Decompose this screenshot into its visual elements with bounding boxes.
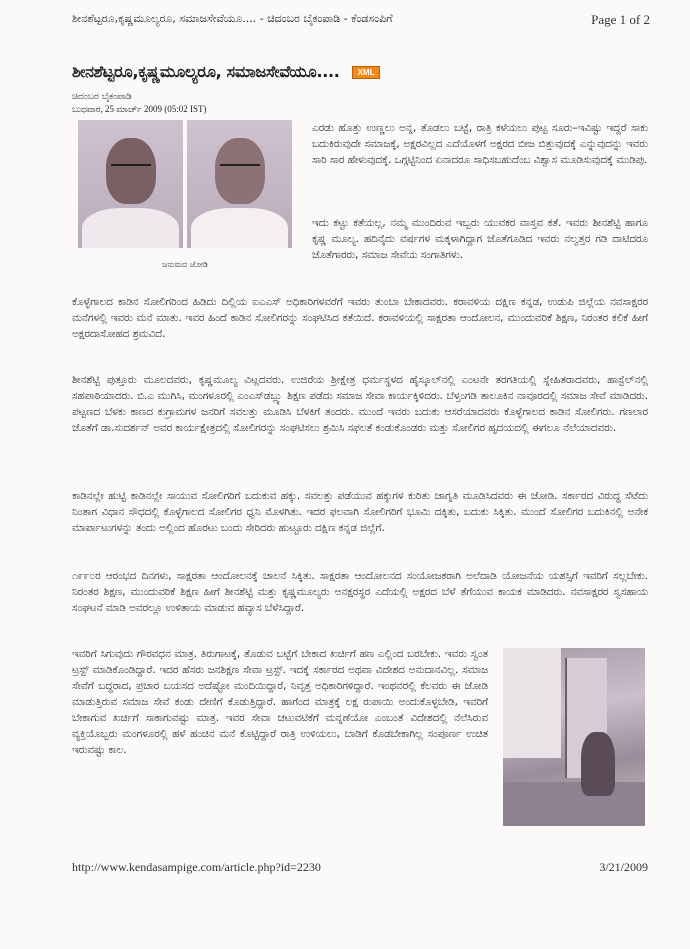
print-header-title: ಶೀನಶೆಟ್ಟರೂ,ಕೃಷ್ಣಮೂಲ್ಯರೂ, ಸಮಾಜಸೇವೆಯೂ.... - ಚಿದಂಬರ ಬೈಕಂಪಾಡಿ - ಕೆಂಡಸಂಪಿಗೆ xyxy=(72,12,393,25)
author-name: ಚಿದಂಬರ ಬೈಕಂಪಾಡಿ xyxy=(72,92,132,102)
portrait-right xyxy=(187,120,292,248)
print-footer xyxy=(72,860,648,875)
portrait-left xyxy=(78,120,183,248)
article-url-link[interactable]: http://www.kendasampige.com/article.php?id=2230 xyxy=(72,860,321,874)
page-number: Page 1 of 2 xyxy=(591,12,650,27)
paragraph-7: ಇವರಿಗೆ ಸಿಗುವುದು ಗೌರವಧನ ಮಾತ್ರ. ತಿರುಗಾಟಕ್ಕೆ, ತೊಡುವ ಬಟ್ಟೆಗೆ ಬೇಕಾದ ಖರ್ಚಿಗೆ ಹಣ ಎಲ್ಲಿಂದ ಬರಬೇಕು. ಇವರು ಸ್ವಂತ ಟ್ರಸ್ಟ್ ಮಾಡಿಕೊಂಡಿದ್ದಾರೆ. ಇದರ ಹೆಸರು ಜನಶಿಕ್ಷಣ ಸೇವಾ ಟ್ರಸ್ಟ್. ಇದಕ್ಕೆ ಸರ್ಕಾರದ ಅಥವಾ ವಿದೇಶದ ಅನುದಾನವಿಲ್ಲ. ಸಮಾಜ ಸೇವೆಗೆ ಬದ್ಧರಾದ, ಪ್ರಚಾರ ಬಯಸದ ಅದೆಷ್ಟೋ ಮಂದಿಯಿದ್ದಾರೆ, ನಿವೃತ್ತ ಅಧಿಕಾರಿಗಳಿದ್ದಾರೆ. ಇಂಥವರಲ್ಲಿ ಕೆಲವರು ಈ ಜೋಡಿ ಮಾಡುತ್ತಿರುವ ಸಮಾಜ ಸೇವೆ ಕಂಡು ದೇಣಿಗೆ ಕೊಡುತ್ತಿದ್ದಾರೆ. ಹಾಗೆಂದ ಮಾತ್ರಕ್ಕೆ ಲಕ್ಷ ರುಪಾಯಿ ಅಂದುಕೊಳ್ಳಬೇಡಿ, ಇವರಿಗೆ ಬೇಕಾಗುವ ಖರ್ಚಿಗೆ ಸಾಕಾಗುವಷ್ಟು ಮಾತ್ರ. ಇವರ ಸೇವಾ ಚಟುವಟಿಕೆಗೆ ಮನ್ನಣೆಯೋ ಎಂಬಂತೆ ವಿದೇಶದಲ್ಲಿ ನೆಲೆಸಿರುವ ವ್ಯಕ್ತಿಯೊಬ್ಬರು ಮಂಗಳೂರಲ್ಲಿ ಹಳೆ ಹಂಚಿನ ಮನೆ ಕೊಟ್ಟಿದ್ದಾರೆ ರಾತ್ರಿ ಉಳಿಯಲು, ಬಾಡಿಗೆ ಕೊಡಬೇಕಾಗಿಲ್ಲ ಸಂಪೂರ್ಣ ಉಚಿತ ಇರುವಷ್ಟು ಕಾಲ. xyxy=(72,648,488,756)
photo-caption: ಜನುಮದ ಜೋಡಿ xyxy=(162,260,208,269)
title-row xyxy=(72,62,650,82)
house-photo xyxy=(503,648,645,826)
paragraph-5: ಕಾಡಿನಲ್ಲೇ ಹುಟ್ಟಿ ಕಾಡಿನಲ್ಲೇ ಸಾಯುವ ಸೋಲಿಗರಿಗೆ ಬದುಕುವ ಹಕ್ಕು. ಸವಲತ್ತು ಪಡೆಯುವ ಹಕ್ಕುಗಳ ಕುರಿತು ಜಾಗೃತಿ ಮೂಡಿಸಿದವರು ಈ ಜೋಡಿ. ಸರ್ಕಾರದ ವಿರುದ್ಧ ಸೆಟೆದು ನಿಂತಾಗ ವಿಧಾನ ಸೌಧದಲ್ಲಿ ಕೊಳ್ಳೆಗಾಲದ ಸೋಲಿಗರ ಧ್ವನಿ ಮೊಳಗಿತು. ಇದರ ಫಲವಾಗಿ ಸೋಲಿಗರಿಗೆ ಭೂಮಿ ದಕ್ಕಿತು, ಬದುಕು ಸಿಕ್ಕಿತು. ಮುಂದೆ ಸೋಲಿಗರ ಬದುಕಿನಲ್ಲಿ ಅನೇಕ ಮಾರ್ಪಾಟುಗಳನ್ನು ತಂದು ಅಲ್ಲಿಂದ ಹೊರಟು ಬಂದು ಸೇರಿದರು ಹುಟ್ಟೂರು ದಕ್ಷಿಣ ಕನ್ನಡ ಜಿಲ್ಲೆಗೆ. xyxy=(72,490,648,534)
article-title: ಶೀನಶೆಟ್ಟರೂ,ಕೃಷ್ಣಮೂಲ್ಯರೂ, ಸಮಾಜಸೇವೆಯೂ.... xyxy=(72,62,340,81)
paragraph-6: ೧೯೯೦ರ ಆರಂಭದ ದಿನಗಳು, ಸಾಕ್ಷರತಾ ಆಂದೋಲನಕ್ಕೆ ಚಾಲನೆ ಸಿಕ್ಕಿತು. ಸಾಕ್ಷರತಾ ಆಂದೋಲನದ ಸಂಯೋಜಕರಾಗಿ ಅಲೆದಾಡಿ ಯೋಜನೆಯ ಯಶಸ್ಸಿಗೆ ಇವರಿಗೆ ಸಲ್ಲಬೇಕು. ನಿರಂತರ ಶಿಕ್ಷಣ, ಮುಂದುವರಿಕೆ ಶಿಕ್ಷಣ ಹೀಗೆ ಶೀನಶೆಟ್ಟಿ ಮತ್ತು ಕೃಷ್ಣಮೂಲ್ಯರು ಅನಕ್ಷರಸ್ಥರ ಎದೆಯಲ್ಲಿ ಅಕ್ಷರದ ಬೆಳೆ ತೆಗೆಯುವ ಕಾಯಕ ಮಾಡಿದರು. ನವಸಾಕ್ಷರರ ಸ್ವಸಹಾಯ ಸಂಘಟನೆ ಮಾಡಿ ಅವರಲ್ಲೂ ಉಳಿತಾಯ ಮಾಡುವ ಹವ್ಯಾಸ ಬೆಳೆಸಿದ್ದಾರೆ. xyxy=(72,570,648,614)
paragraph-4: ಶೀನಶೆಟ್ಟಿ ಪುತ್ತೂರು ಮೂಲದವರು, ಕೃಷ್ಣಮೂಲ್ಯ ವಿಟ್ಲದವರು. ಉಜಿರೆಯ ಶ್ರೀಕ್ಷೇತ್ರ ಧರ್ಮಸ್ಥಳದ ಹೈಸ್ಕೂಲ್‌ನಲ್ಲಿ ಎಂಟನೇ ತರಗತಿಯಲ್ಲಿ ಸ್ನೇಹಿತರಾದವರು, ಹಾಸ್ಟೆಲ್‌ನಲ್ಲಿ ಸಹಪಾಠಿಯಾದರು. ಬಿ.ಎ ಮುಗಿಸಿ, ಮಂಗಳೂರಲ್ಲಿ ಎಂಎಸ್‌ಡಬ್ಲ್ಯು ಶಿಕ್ಷಣ ಪಡೆದು ಸಮಾಜ ಸೇವಾ ಕಾರ್ಯಕ್ಕಿಳಿದರು. ಬೆಳ್ತಂಗಡಿ ತಾಲೂಕಿನ ನಾವೂರದಲ್ಲಿ ಸಮಾಜ ಸೇವೆ ಮಾಡಿದರು. ಪಟ್ಟಣದ ಬೆಳಕು ಕಾಣದ ಕುಗ್ರಾಮಗಳ ಜನರಿಗೆ ಸವಲತ್ತು ಮೂಡಿಸಿ ಬೆಳಕಿಗೆ ತಂದರು. ಮುಂದೆ ಇವರು ಬದುಕು ಆಸರೆಯಾದವರು ಕೊಳ್ಳೆಗಾಲದ ಕಾಡಿನ ಸೋಲಿಗರು. ಗಣಲಾರ ಜೊತೆಗೆ ಡಾ.ಸುದರ್ಶನ್ ಅವರ ಕಾರ್ಯಕ್ಷೇತ್ರದಲ್ಲಿ ಸೋಲಿಗರನ್ನು ಸಂಘಟಿಸಲು ಶ್ರಮಿಸಿ ಸಫಲತೆ ಕಂಡುಕೊಂಡರು ಮತ್ತು ಸೋಲಿಗರ ಹೃದಯದಲ್ಲಿ ಈಗಲೂ ನೆಲೆಯಾದವರು. xyxy=(72,374,648,434)
paragraph-2: ಇದು ಕಟ್ಟು ಕತೆಯಲ್ಲ, ನಮ್ಮ ಮುಂದಿರುವ ಇಬ್ಬರು ಯುವಕರ ವಾಸ್ತವ ಕತೆ. ಇವರು ಶೀನಶೆಟ್ಟಿ ಹಾಗೂ ಕೃಷ್ಣ ಮೂಲ್ಯ. ಹದಿನೈದು ವರ್ಷಗಳ ಮಕ್ಕಳಾಗಿದ್ದಾಗ ಜೊತೆಗೂಡಿದ ಇವರು ನಲ್ವತ್ತರ ಗಡಿ ದಾಟಿದರೂ ಜೊತೆಗಾರರು, ಸಮಾಜ ಸೇವೆಯ ಸಂಗಾತಿಗಳು. xyxy=(312,217,648,261)
duo-photo xyxy=(78,120,292,248)
xml-badge-button[interactable]: XML xyxy=(352,66,381,79)
publish-date: ಬುಧವಾರ, 25 ಮಾರ್ಚ್ 2009 (05:02 IST) xyxy=(72,104,207,114)
paragraph-3: ಕೊಳ್ಳೆಗಾಲದ ಕಾಡಿನ ಸೋಲಿಗರಿಂದ ಹಿಡಿದು ದಿಲ್ಲಿಯ ಐಎಎಸ್ ಅಧಿಕಾರಿಗಳವರೆಗೆ ಇವರು ತುಂಬಾ ಬೇಕಾದವರು. ಕರಾವಳಿಯ ದಕ್ಷಿಣ ಕನ್ನಡ, ಉಡುಪಿ ಜಿಲ್ಲೆಯ ನವಸಾಕ್ಷರರ ಮನೆಗಳಲ್ಲಿ ಇವರು ಮನೆ ಮಾತು. ಇವರ ಹಿಂದೆ ಕಾಡಿನ ಸೋಲಿಗರನ್ನು ಸಂಘಟಿಸಿದ ಕತೆಯಿದೆ. ಕರಾವಳಿಯಲ್ಲಿ ಸಾಕ್ಷರತಾ ಆಂದೋಲನ, ಮುಂದುವರಿಕೆ ಶಿಕ್ಷಣ, ನಿರಂತರ ಕಲಿಕೆ ಹೀಗೆ ಅಕ್ಷರದಾಸೋಹದ ಶ್ರಮವಿದೆ. xyxy=(72,296,648,340)
paragraph-1: ಎರಡು ಹೊತ್ತು ಉಣ್ಣಲು ಅನ್ನ, ತೊಡಲು ಬಟ್ಟೆ, ರಾತ್ರಿ ಕಳೆಯಲು ಪುಟ್ಟ ಸೂರು–ಇವಿಷ್ಟು ಇದ್ದರೆ ಸಾಕು ಬದುಕಿರುವುದೇ ಸಮಾಜಕ್ಕೆ, ಅಕ್ಷರವಿಲ್ಲದ ಎದೆಯೊಳಗೆ ಅಕ್ಷರದ ಬೀಜ ಬಿತ್ತುವುದಕ್ಕೆ ಎನ್ನುವುದನ್ನು ಇವರು ಸಾರಿ ಸಾರ ಹೇಳುವುದಕ್ಕೆ. ಒಗ್ಗಟ್ಟಿನಿಂದ ಏನಾದರೂ ಸಾಧಿಸಬಹುದೆಂಬ ವಿಶ್ವಾಸ ಮೂಡಿಸುವುದಕ್ಕೆ ಮುಡಿಪು. xyxy=(312,122,648,166)
print-header xyxy=(72,12,650,28)
author-photo-block xyxy=(78,120,292,270)
print-date: 3/21/2009 xyxy=(599,860,648,874)
